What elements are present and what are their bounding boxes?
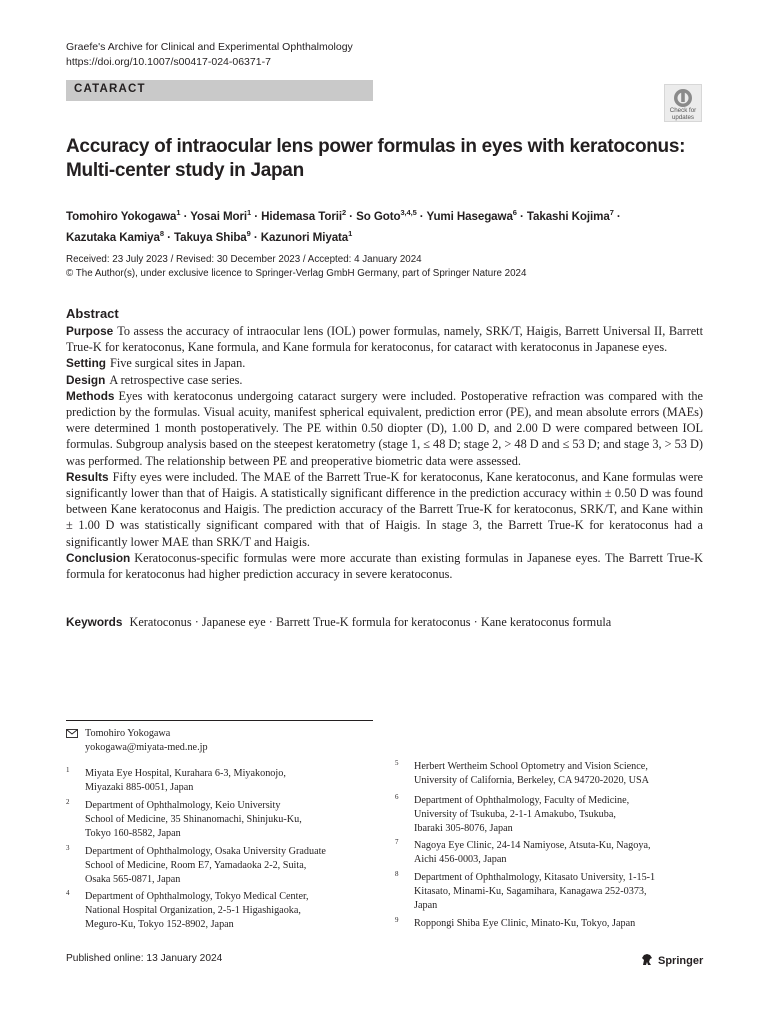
- affiliation-number: 5: [395, 759, 399, 767]
- abstract: [66, 306, 703, 582]
- affiliation-line: Aichi 456-0003, Japan: [414, 853, 507, 865]
- section-bar: [66, 80, 373, 101]
- affiliation-number: 3: [66, 844, 70, 852]
- affiliation-7: [395, 839, 715, 867]
- correspondence: [66, 727, 208, 755]
- affiliation-line: Ibaraki 305-8076, Japan: [414, 822, 513, 834]
- affiliation-number: 9: [395, 916, 399, 924]
- journal-header: [66, 40, 353, 70]
- envelope-icon: [66, 729, 78, 738]
- published-online: Published online: 13 January 2024: [66, 953, 223, 964]
- journal-name: Graefe's Archive for Clinical and Experimental Ophthalmology: [66, 41, 353, 53]
- section-label: CATARACT: [74, 83, 146, 95]
- author-name: Takashi Kojima: [526, 209, 610, 223]
- author[interactable]: [66, 228, 164, 244]
- copyright-line: © The Author(s), under exclusive licence to Springer-Verlag GmbH Germany, part of Springer Nature 2024: [66, 268, 527, 279]
- affiliation-3: [66, 845, 366, 886]
- author-list: [66, 204, 716, 246]
- author[interactable]: [356, 210, 417, 223]
- affiliation-line: Department of Ophthalmology, Osaka University Graduate: [85, 846, 326, 857]
- crossmark-icon: [673, 88, 693, 108]
- author-separator: ·: [613, 209, 621, 223]
- doi-link[interactable]: https://doi.org/10.1007/s00417-024-06371-7: [66, 56, 271, 68]
- author-separator: ·: [251, 209, 262, 223]
- author[interactable]: [426, 210, 516, 223]
- affiliation-number: 7: [395, 838, 399, 846]
- author-affiliation-mark: 6: [512, 208, 517, 217]
- affiliation-line: School of Medicine, 35 Shinanomachi, Shinjuku-Ku,: [85, 813, 302, 825]
- article-title: Accuracy of intraocular lens power formulas in eyes with keratoconus: Multi-center study in Japan: [66, 136, 686, 181]
- affiliation-line: University of California, Berkeley, CA 94720-2020, USA: [414, 774, 650, 786]
- abstract-heading: Abstract: [66, 306, 119, 321]
- author[interactable]: [66, 210, 180, 223]
- affiliation-line: University of Tsukuba, 2-1-1 Amakubo, Tsukuba,: [414, 808, 616, 820]
- author-name: Kazutaka Kamiya: [66, 230, 160, 244]
- affiliation-line: Department of Ophthalmology, Faculty of Medicine,: [414, 795, 630, 806]
- abstract-methods: Methods Eyes with keratoconus undergoing cataract surgery were included. Postoperative refraction was compared with the prediction by the formulas. Visual acuity, manifest spherical equivalent, prediction error (PE), and mean absolute errors (MAEs) were determined 1 month postoperatively. The PE within 0.50 diopter (D), 1.00 D, and 2.00 D were compared between IOL formulas. Subgroup analysis based on the steepest keratometry (stage 1, ≤ 48 D; stage 2, > 48 D and ≤ 53 D; and stage 3, > 53 D) was performed. The relationship between PE and preoperative biometric data were assessed.: [66, 388, 703, 468]
- author-affiliation-mark: 1: [176, 208, 181, 217]
- publisher-name: Springer: [658, 955, 704, 967]
- author-name: Tomohiro Yokogawa: [66, 209, 177, 223]
- affiliation-5: [395, 760, 715, 788]
- author-name: Takuya Shiba: [173, 230, 247, 244]
- author-separator: ·: [250, 230, 261, 244]
- author-name: Yumi Hasegawa: [426, 209, 513, 223]
- abstract-setting: Setting Five surgical sites in Japan.: [66, 356, 246, 371]
- author-separator: ·: [180, 209, 191, 223]
- author-name: Hidemasa Torii: [261, 209, 342, 223]
- author-separator: ·: [416, 209, 427, 223]
- author-affiliation-mark: 7: [609, 208, 614, 217]
- affiliation-number: 2: [66, 798, 70, 806]
- affiliation-1: [66, 767, 366, 795]
- affiliation-line: National Hospital Organization, 2-5-1 Higashigaoka,: [85, 904, 301, 916]
- author-affiliation-mark: 1: [348, 228, 353, 238]
- history-dates: Received: 23 July 2023 / Revised: 30 December 2023 / Accepted: 4 January 2024: [66, 254, 422, 265]
- keywords: [66, 614, 706, 630]
- author-affiliation-mark: 3,4,5: [400, 208, 417, 217]
- affiliation-line: School of Medicine, Room E7, Yamadaoka 2-2, Suita,: [85, 859, 307, 871]
- affiliation-line: Roppongi Shiba Eye Clinic, Minato-Ku, Tokyo, Japan: [414, 918, 636, 929]
- author[interactable]: [173, 228, 251, 244]
- author-name: Yosai Mori: [190, 209, 248, 223]
- affiliation-line: Department of Ophthalmology, Keio University: [85, 800, 281, 811]
- abstract-conclusion: Conclusion Keratoconus-specific formulas were more accurate than existing formulas in Japanese eyes. The Barrett True-K formula for keratoconus had higher prediction accuracy in severe keratoconus.: [66, 550, 703, 582]
- author[interactable]: [527, 210, 614, 223]
- check-for-updates-badge[interactable]: [664, 84, 702, 122]
- corresponding-email[interactable]: yokogawa@miyata-med.ne.jp: [85, 742, 208, 753]
- affiliation-9: [395, 917, 715, 931]
- affiliation-2: [66, 799, 366, 840]
- author-affiliation-mark: 1: [247, 208, 252, 217]
- abstract-purpose: Purpose To assess the accuracy of intraocular lens (IOL) power formulas, namely, SRK/T, Haigis, Barrett Universal II, Barrett True-K for keratoconus, Kane formula, and Kane formula for keratoconus, for cataract with keratoconus in Japanese eyes.: [66, 324, 703, 355]
- affiliation-line: Nagoya Eye Clinic, 24-14 Namiyose, Atsuta-Ku, Nagoya,: [414, 840, 651, 851]
- author[interactable]: [190, 210, 251, 223]
- affiliation-line: Miyazaki 885-0051, Japan: [85, 781, 194, 793]
- affiliation-line: Tokyo 160-8582, Japan: [85, 827, 181, 839]
- affiliation-number: 8: [395, 870, 399, 878]
- publisher-logo: [640, 951, 703, 967]
- affiliation-line: Osaka 565-0871, Japan: [85, 873, 181, 885]
- affiliation-number: 4: [66, 889, 70, 897]
- abstract-results: Results Fifty eyes were included. The MAE of the Barrett True-K for keratoconus, Kane keratoconus, and Kane formulas were significantly lower than that of Haigis. A statistically significant difference in the prediction accuracy within ± 0.50 D was found between Kane keratoconus and Haigis. The prediction accuracy of the Barrett True-K for keratoconus, SRK/T, and Kane within ± 1.00 D was statistically significant compared with that of Haigis. In stage 3, the Barrett True-K for keratoconus had a significantly lower MAE than SRK/T and Haigis.: [66, 469, 703, 549]
- affiliation-line: Meguro-Ku, Tokyo 152-8902, Japan: [85, 918, 234, 930]
- article-dates: [66, 253, 716, 281]
- affiliation-line: Department of Ophthalmology, Kitasato University, 1-15-1: [414, 872, 656, 883]
- springer-horse-icon: [640, 953, 654, 966]
- footnote-divider: [66, 720, 373, 721]
- corresponding-author: Tomohiro Yokogawa: [85, 728, 171, 739]
- affiliation-line: Herbert Wertheim School Optometry and Vision Science,: [414, 761, 648, 772]
- affiliation-number: 1: [66, 766, 70, 774]
- author-separator: ·: [346, 209, 357, 223]
- author[interactable]: [260, 228, 353, 244]
- author-affiliation-mark: 8: [159, 228, 164, 238]
- author-name: Kazunori Miyata: [260, 230, 349, 244]
- author-affiliation-mark: 9: [246, 228, 251, 238]
- affiliation-4: [66, 890, 366, 931]
- keywords-text: Keratoconus · Japanese eye · Barrett True-K formula for keratoconus · Kane keratoconus formula: [129, 615, 612, 629]
- affiliation-6: [395, 794, 715, 835]
- author-affiliation-mark: 2: [341, 208, 347, 217]
- author-separator: ·: [163, 230, 174, 244]
- author-name: So Goto: [356, 209, 401, 223]
- affiliation-8: [395, 871, 715, 912]
- crossmark-label: Check for updates: [669, 107, 697, 121]
- affiliation-line: Kitasato, Minami-Ku, Sagamihara, Kanagawa 252-0373,: [414, 885, 647, 897]
- affiliation-line: Miyata Eye Hospital, Kurahara 6-3, Miyakonojo,: [85, 768, 286, 779]
- affiliation-line: Department of Ophthalmology, Tokyo Medical Center,: [85, 891, 309, 902]
- keywords-label: Keywords: [66, 615, 123, 629]
- abstract-design: Design A retrospective case series.: [66, 372, 243, 387]
- affiliation-line: Japan: [414, 899, 438, 911]
- author-separator: ·: [516, 209, 527, 223]
- affiliation-number: 6: [395, 793, 399, 801]
- author[interactable]: [261, 210, 346, 223]
